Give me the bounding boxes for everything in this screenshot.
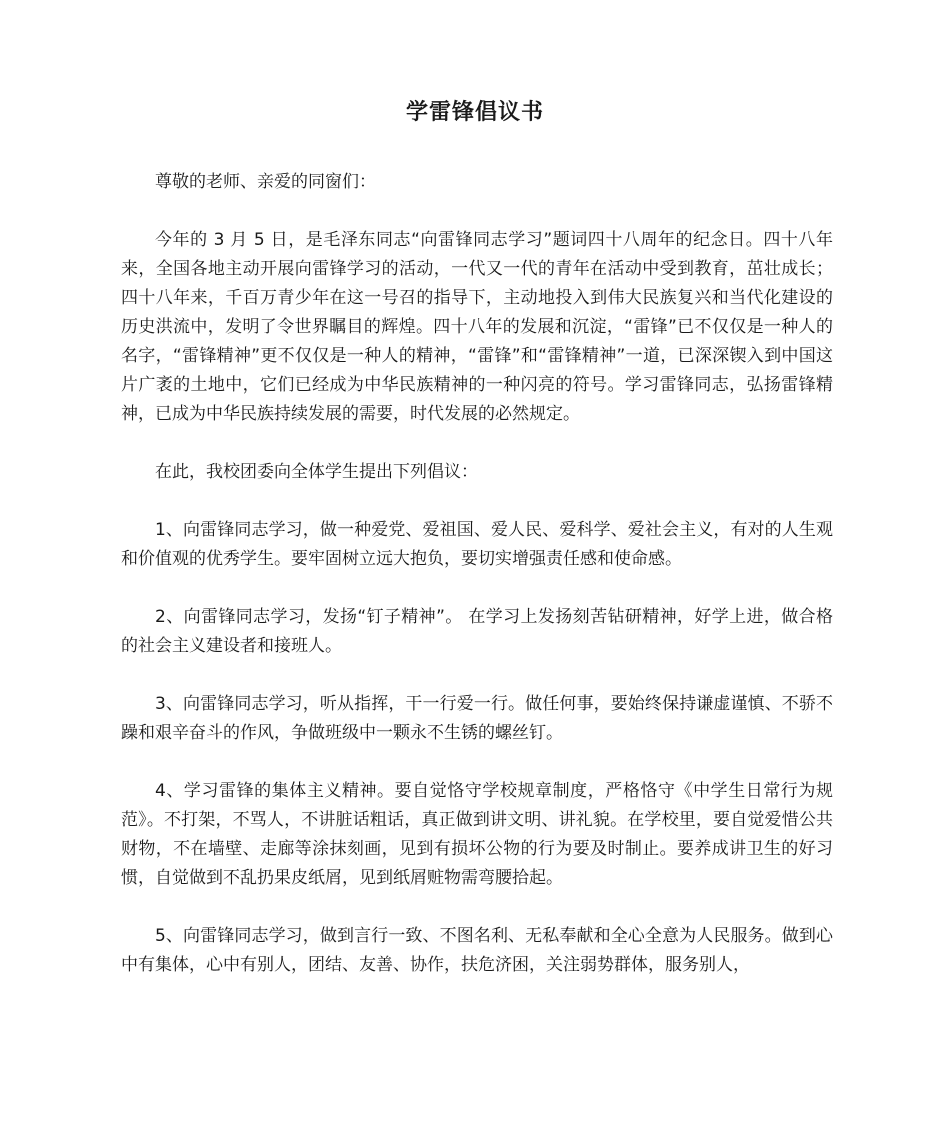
paragraph-intro: 今年的 3 月 5 日，是毛泽东同志“向雷锋同志学习”题词四十八周年的纪念日。四十八年来，全国各地主动开展向雷锋学习的活动，一代又一代的青年在活动中受到教育，茁壮成长；四十八年来，千百万青少年在这一号召的指导下，主动地投入到伟大民族复兴和当代化建设的历史洪流中，发明了令世界瞩目的辉煌。四十八年的发展和沉淀，“雷锋”已不仅仅是一种人的名字，“雷锋精神”更不仅仅是一种人的精神，“雷锋”和“雷锋精神”一道，已深深锲入到中国这片广袤的土地中，它们已经成为中华民族精神的一种闪亮的符号。学习雷锋同志，弘扬雷锋精神，已成为中华民族持续发展的需要，时代发展的必然规定。	[121, 230, 833, 424]
proposal-item-2: 2、向雷锋同志学习，发扬“钉子精神”。 在学习上发扬刻苦钻研精神，好学上进，做合格的社会主义建设者和接班人。	[121, 607, 833, 656]
document-title: 学雷锋倡议书	[405, 100, 544, 125]
document-body	[121, 168, 833, 1009]
proposal-item-3: 3、向雷锋同志学习，听从指挥，干一行爱一行。做任何事，要始终保持谦虚谨慎、不骄不躁和艰辛奋斗的作风，争做班级中一颗永不生锈的螺丝钉。	[121, 694, 833, 743]
salutation: 尊敬的老师、亲爱的同窗们：	[155, 172, 376, 192]
proposal-item-5: 5、向雷锋同志学习，做到言行一致、不图名利、无私奉献和全心全意为人民服务。做到心中有集体，心中有别人，团结、友善、协作，扶危济困，关注弱势群体，服务别人，	[121, 926, 833, 975]
paragraph-proposal-lead: 在此，我校团委向全体学生提出下列倡议：	[155, 462, 478, 482]
proposal-item-4: 4、学习雷锋的集体主义精神。要自觉恪守学校规章制度，严格恪守《中学生日常行为规范》。不打架，不骂人，不讲脏话粗话，真正做到讲文明、讲礼貌。在学校里，要自觉爱惜公共财物，不在墙壁、走廊等涂抹刻画，见到有损坏公物的行为要及时制止。要养成讲卫生的好习惯，自觉做到不乱扔果皮纸屑，见到纸屑赃物需弯腰拾起。	[121, 781, 833, 888]
proposal-item-1: 1、向雷锋同志学习，做一种爱党、爱祖国、爱人民、爱科学、爱社会主义，有对的人生观和价值观的优秀学生。要牢固树立远大抱负，要切实增强责任感和使命感。	[121, 520, 833, 569]
